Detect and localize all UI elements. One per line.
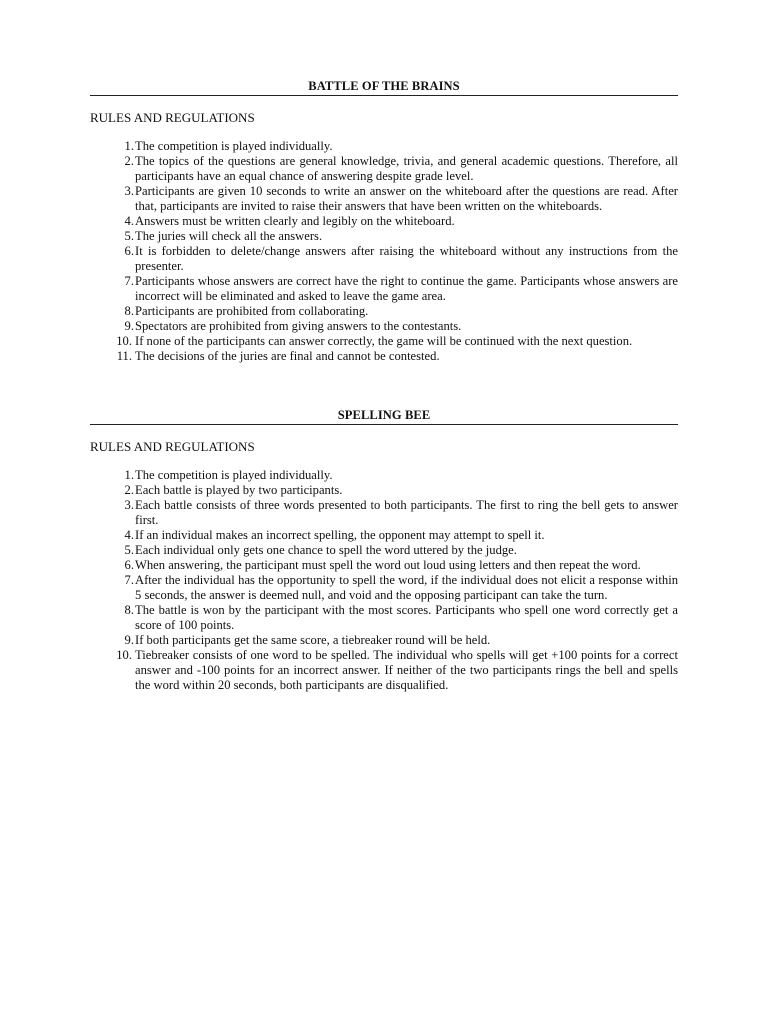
rule-item xyxy=(90,349,678,364)
rule-item xyxy=(90,543,678,558)
section-spelling-bee xyxy=(90,407,678,693)
rule-item xyxy=(90,274,678,304)
rule-text: The competition is played individually. xyxy=(135,468,333,482)
rule-number: 3. xyxy=(124,184,134,198)
rule-item xyxy=(90,468,678,483)
rule-item xyxy=(90,319,678,334)
rule-text: If an individual makes an incorrect spelling, the opponent may attempt to spell it. xyxy=(135,528,545,542)
rule-text: Each battle is played by two participants. xyxy=(135,483,343,497)
rule-number: 5. xyxy=(124,543,134,557)
rule-number: 7. xyxy=(124,274,134,288)
rule-text: Each battle consists of three words presented to both participants. The first to ring the bell gets to answer first. xyxy=(135,498,678,527)
section-title: SPELLING BEE xyxy=(90,407,678,425)
rule-item xyxy=(90,603,678,633)
rule-number: 8. xyxy=(124,304,134,318)
rule-item xyxy=(90,558,678,573)
rule-item xyxy=(90,214,678,229)
rule-text: When answering, the participant must spell the word out loud using letters and then repeat the word. xyxy=(135,558,641,572)
rule-number: 6. xyxy=(124,558,134,572)
rule-text: The decisions of the juries are final and cannot be contested. xyxy=(135,349,440,363)
rule-number: 10. xyxy=(116,334,132,348)
rule-text: The juries will check all the answers. xyxy=(135,229,323,243)
section-battle-of-the-brains xyxy=(90,78,678,364)
rule-number: 1. xyxy=(124,468,134,482)
rule-item xyxy=(90,648,678,693)
rule-text: Each individual only gets one chance to spell the word uttered by the judge. xyxy=(135,543,517,557)
rule-number: 9. xyxy=(124,633,134,647)
rule-number: 3. xyxy=(124,498,134,512)
rule-number: 10. xyxy=(116,648,132,662)
rule-item xyxy=(90,229,678,244)
rule-item xyxy=(90,498,678,528)
rule-text: If both participants get the same score, a tiebreaker round will be held. xyxy=(135,633,491,647)
rule-text: After the individual has the opportunity to spell the word, if the individual does not elicit a response within 5 seconds, the answer is deemed null, and void and the opposing participant can take the turn. xyxy=(135,573,678,602)
rule-number: 9. xyxy=(124,319,134,333)
rule-number: 2. xyxy=(124,154,134,168)
rules-list xyxy=(90,139,678,364)
section-title: BATTLE OF THE BRAINS xyxy=(90,78,678,96)
rule-item xyxy=(90,573,678,603)
rule-text: The battle is won by the participant with the most scores. Participants who spell one word correctly get a score of 100 points. xyxy=(135,603,678,632)
rule-number: 1. xyxy=(124,139,134,153)
rule-number: 7. xyxy=(124,573,134,587)
rule-text: The topics of the questions are general knowledge, trivia, and general academic questions. Therefore, all participants have an equal chance of answering despite grade level. xyxy=(135,154,678,183)
document-page xyxy=(90,78,678,693)
rule-text: Participants are prohibited from collaborating. xyxy=(135,304,369,318)
rule-text: It is forbidden to delete/change answers after raising the whiteboard without any instructions from the presenter. xyxy=(135,244,678,273)
rule-number: 4. xyxy=(124,528,134,542)
rule-number: 6. xyxy=(124,244,134,258)
rule-text: Tiebreaker consists of one word to be spelled. The individual who spells will get +100 points for a correct answer and -100 points for an incorrect answer. If neither of the two participants rings the bell and spells the word within 20 seconds, both participants are disqualified. xyxy=(135,648,678,692)
rule-number: 8. xyxy=(124,603,134,617)
rule-item xyxy=(90,633,678,648)
rule-number: 11. xyxy=(116,349,132,363)
rule-text: Spectators are prohibited from giving answers to the contestants. xyxy=(135,319,462,333)
rule-text: Participants whose answers are correct have the right to continue the game. Participants whose answers are incorrect will be eliminated and asked to leave the game area. xyxy=(135,274,678,303)
rule-item xyxy=(90,304,678,319)
rule-item xyxy=(90,184,678,214)
rules-list xyxy=(90,468,678,693)
rule-item xyxy=(90,139,678,154)
rule-number: 4. xyxy=(124,214,134,228)
rule-number: 2. xyxy=(124,483,134,497)
rule-item xyxy=(90,154,678,184)
section-subheading: RULES AND REGULATIONS xyxy=(90,439,255,454)
section-spacer xyxy=(90,364,678,407)
rule-item xyxy=(90,483,678,498)
rule-item xyxy=(90,244,678,274)
rule-number: 5. xyxy=(124,229,134,243)
rule-text: The competition is played individually. xyxy=(135,139,333,153)
rule-item xyxy=(90,528,678,543)
rule-text: If none of the participants can answer correctly, the game will be continued with the next question. xyxy=(135,334,633,348)
rule-text: Answers must be written clearly and legibly on the whiteboard. xyxy=(135,214,455,228)
rule-text: Participants are given 10 seconds to write an answer on the whiteboard after the questions are read. After that, participants are invited to raise their answers that have been written on the whiteboards. xyxy=(135,184,678,213)
rule-item xyxy=(90,334,678,349)
section-subheading: RULES AND REGULATIONS xyxy=(90,110,255,125)
